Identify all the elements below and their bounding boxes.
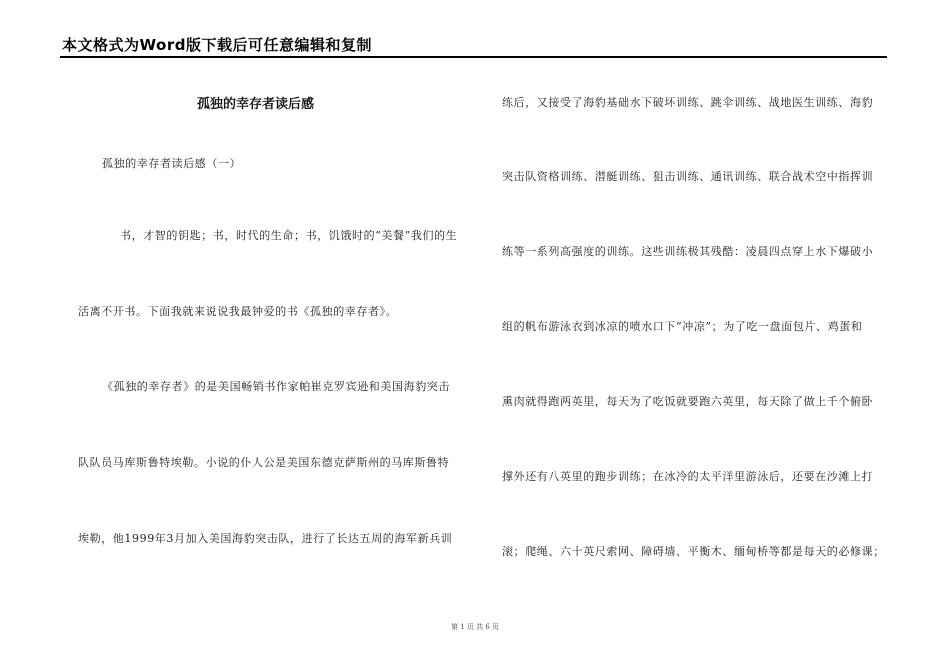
paragraph-line: 《孤独的幸存者》的是美国畅销书作家帕崔克罗宾逊和美国海豹突击 [102, 380, 450, 393]
header-banner: 本文格式为Word版下载后可任意编辑和复制 [62, 36, 372, 54]
paragraph-line: 滚；爬绳、六十英尺索网、障碍墙、平衡木、缅甸桥等都是每天的必修课； [502, 545, 885, 558]
paragraph-line: 孤独的幸存者读后感（一） [102, 157, 242, 170]
document-title: 孤独的幸存者读后感 [197, 97, 315, 112]
paragraph-line: 熏肉就得跑两英里，每天为了吃饭就要跑六英里，每天除了做上千个俯卧 [502, 395, 874, 408]
paragraph-line: 埃勒，他1999年3月加入美国海豹突击队，进行了长达五周的海军新兵训 [78, 532, 453, 545]
page-indicator: 第 1 页 共 6 页 [450, 623, 500, 631]
paragraph-line: 练后，又接受了海豹基础水下破坏训练、跳伞训练、战地医生训练、海豹 [502, 96, 874, 109]
paragraph-line: 组的帆布游泳衣到冰凉的喷水口下“冲凉”；为了吃一盘面包片、鸡蛋和 [502, 320, 863, 333]
paragraph-line: 突击队资格训练、潜艇训练、狙击训练、通讯训练、联合战术空中指挥训 [502, 170, 874, 183]
paragraph-line: 撑外还有八英里的跑步训练；在冰冷的太平洋里游泳后，还要在沙滩上打 [502, 470, 874, 483]
paragraph-line: 队队员马库斯鲁特埃勒。小说的仆人公是美国东德克萨斯州的马库斯鲁特 [78, 456, 450, 469]
header-rule [60, 56, 887, 58]
paragraph-line: 练等一系列高强度的训练。这些训练极其残酷：凌晨四点穿上水下爆破小 [502, 245, 874, 258]
paragraph-line: 书，才智的钥匙；书，时代的生命；书，饥饿时的“美餐”我们的生 [120, 229, 458, 242]
paragraph-line: 活离不开书。下面我就来说说我最钟爱的书《孤独的幸存者》。 [78, 305, 398, 318]
